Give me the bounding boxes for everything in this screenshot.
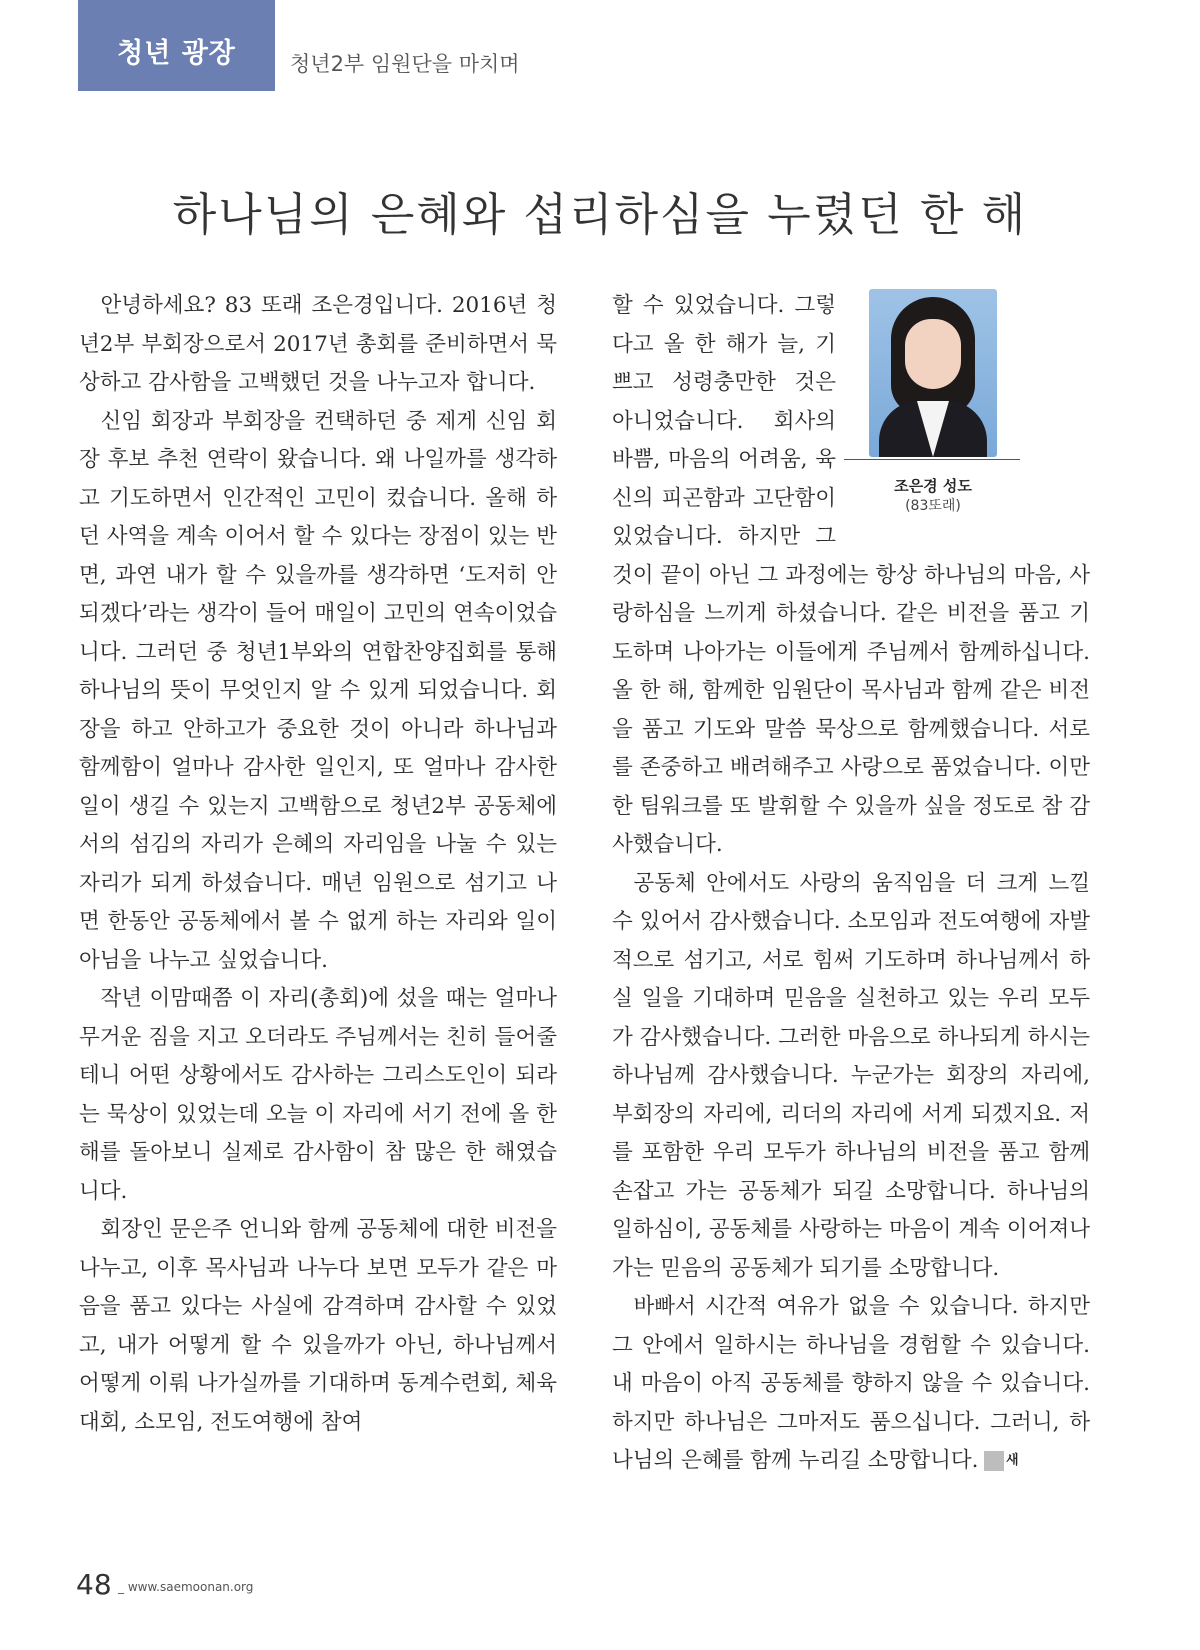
paragraph: 할 수 있었습니다. 그렇다고 올 한 해가 늘, 기쁘고 성령충만한 것은 아니었습니다. 회사의 바쁨, 마음의 어려움, 육신의 피곤함과 고단함이 있었습니다. 하지만 그것이 끝이 아닌 그 과정에는 항상 하나님의 마음, 사랑하심을 느끼게 하셨습니다. 같은 비전을 품고 기도하며 나아가는 이들에게 주님께서 함께하십니다. 올 한 해, 함께한 임원단이 목사님과 함께 같은 비전을 품고 기도와 말씀 묵상으로 함께했습니다. 서로를 존중하고 배려해주고 사랑으로 품었습니다. 이만한 팀워크를 또 발휘할 수 있을까 싶을 정도로 참 감사했습니다. [612,293,1090,857]
paragraph-text: 바빠서 시간적 여유가 없을 수 있습니다. 하지만 그 안에서 일하시는 하나님을 경험할 수 있습니다. 내 마음이 아직 공동체를 향하지 않을 수 있습니다. 하지만 하나님은 그마저도 품으십니다. 그러니, 하나님의 은혜를 함께 누리길 소망합니다. [612,1294,1090,1473]
paragraph: 공동체 안에서도 사랑의 움직임을 더 크게 느낄 수 있어서 감사했습니다. 소모임과 전도여행에 자발적으로 섬기고, 서로 힘써 기도하며 하나님께서 하실 일을 기대하며 믿음을 실천하고 있는 우리 모두가 감사했습니다. 그러한 마음으로 하나되게 하시는 하나님께 감사했습니다. 누군가는 회장의 자리에, 부회장의 자리에, 리더의 자리에 서게 되겠지요. 저를 포함한 우리 모두가 하나님의 비전을 품고 함께 손잡고 가는 공동체가 되길 소망합니다. 하나님의 일하심이, 공동체를 사랑하는 마음이 계속 이어져나가는 믿음의 공동체가 되기를 소망합니다. [612,870,1090,1281]
end-mark-icon: 새 [984,1451,1004,1471]
section-tab: 청년 광장 [78,0,275,91]
author-photo-box [844,289,1090,519]
paragraph: 안녕하세요? 83 또래 조은경입니다. 2016년 청년2부 부회장으로서 2017년 총회를 준비하면서 묵상하고 감사함을 고백했던 것을 나누고자 합니다. [79,293,557,395]
author-photo [869,289,997,457]
photo-divider [844,459,1020,460]
article-title: 하나님의 은혜와 섭리하심을 누렸던 한 해 [172,188,1028,241]
article-column-left [79,287,557,1442]
photo-caption-group: (83또래) [905,498,961,514]
footer-url: _ www.saemoonan.org [118,1580,254,1594]
paragraph-last [612,1288,1090,1481]
paragraph: 신임 회장과 부회장을 컨택하던 중 제게 신임 회장 후보 추천 연락이 왔습니다. 왜 나일까를 생각하고 기도하면서 인간적인 고민이 컸습니다. 올해 하던 사역을 계속 이어서 할 수 있다는 장점이 있는 반면, 과연 내가 할 수 있을까를 생각하면 ‘도저히 안되겠다’라는 생각이 들어 매일이 고민의 연속이었습니다. 그러던 중 청년1부와의 연합찬양집회를 통해 하나님의 뜻이 무엇인지 알 수 있게 되었습니다. 회장을 하고 안하고가 중요한 것이 아니라 하나님과 함께함이 얼마나 감사한 일인지, 또 얼마나 감사한 일이 생길 수 있는지 고백함으로 청년2부 공동체에서의 섬김의 자리가 은혜의 자리임을 나눌 수 있는 자리가 되게 하셨습니다. 매년 임원으로 섬기고 나면 한동안 공동체에서 볼 수 없게 하는 자리와 일이 아님을 나누고 싶었습니다. [79,408,557,973]
paragraph: 작년 이맘때쯤 이 자리(총회)에 섰을 때는 얼마나 무거운 짐을 지고 오더라도 주님께서는 친히 들어줄테니 어떤 상황에서도 감사하는 그리스도인이 되라는 묵상이 있었는데 오늘 이 자리에 서기 전에 올 한 해를 돌아보니 실제로 감사함이 참 많은 한 해였습니다. [79,986,557,1204]
photo-caption-name: 조은경 성도 [894,477,972,495]
page-number: 48 [76,1568,112,1601]
article-column-right [612,287,1090,1481]
paragraph: 회장인 문은주 언니와 함께 공동체에 대한 비전을 나누고, 이후 목사님과 나누다 보면 모두가 같은 마음을 품고 있다는 사실에 감격하며 감사할 수 있었고, 내가 어떻게 할 수 있을까가 아닌, 하나님께서 어떻게 이뤄 나가실까를 기대하며 동계수련회, 체육대회, 소모임, 전도여행에 참여 [79,1217,557,1435]
section-subtitle: 청년2부 임원단을 마치며 [290,52,520,76]
